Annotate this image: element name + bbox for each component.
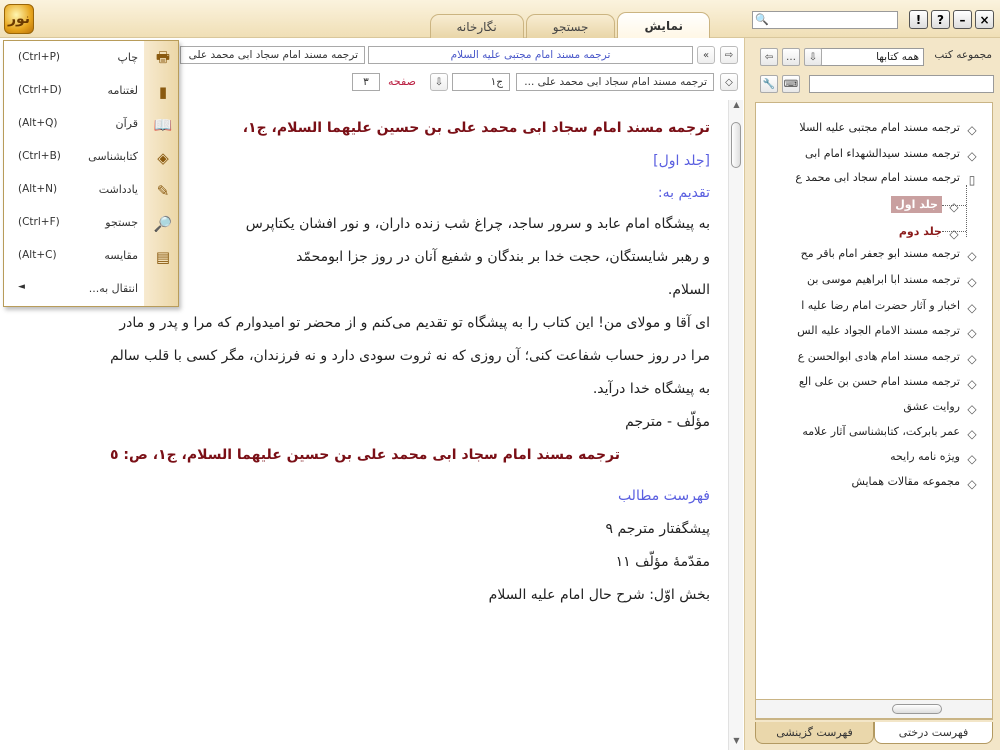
tree-item[interactable]: ◇مجموعه مقالات همایش [851,471,980,493]
book-icon: ◇ [967,352,977,366]
tab-display[interactable]: نمایش [617,12,710,38]
tree-view-tabs [755,722,993,746]
paragraph: به پیشگاه امام عابد و سرور ساجد، چراغ شب زنده داران، و نور افشان یکتاپرس [245,216,710,232]
scrollbar-thumb[interactable] [892,704,942,714]
app-logo[interactable]: نور [4,4,34,34]
title-bar [0,0,1000,38]
toc-item[interactable]: بخش اوّل: شرح حال امام علیه السلام [488,587,710,603]
arrow-left-icon: ◄ [18,282,25,292]
menu-item-print[interactable] [4,43,180,76]
scrollbar-thumb[interactable] [731,122,741,168]
tab-gallery[interactable]: نگارخانه [430,14,524,38]
menu-label: چاپ [117,51,138,64]
tree-item[interactable]: ▯ترجمه مسند امام سجاد ابی محمد ع [795,167,980,189]
page-down-button[interactable]: ⇩ [430,73,448,91]
menu-shortcut: (Alt+C) [18,249,57,261]
tree-item[interactable]: ◇ترجمه مسند ابا ابراهیم موسی بن [807,269,980,291]
tree-horizontal-scrollbar[interactable] [755,699,993,719]
menu-item-move-to[interactable] [4,274,180,307]
keyboard-icon[interactable]: ⌨ [782,75,800,93]
menu-item-note[interactable] [4,175,180,208]
help-button[interactable]: ? [931,10,950,29]
book-icon: ◇ [949,227,959,241]
menu-label: کتابشناسی [88,150,138,163]
bookmark-icon[interactable]: ◇ [720,73,738,91]
quran-icon: 📖 [153,116,173,134]
menu-label: جستجو [105,216,138,229]
volume-heading: [جلد اول] [653,153,710,169]
tree-item[interactable]: ◇ترجمه مسند سیدالشهداء امام ابی [805,143,980,165]
book-select[interactable]: ترجمه مسند امام سجاد ابی محمد علی ... [516,73,714,91]
printer-icon: 🖶 [155,47,171,66]
note-icon: ✎ [156,182,170,200]
menu-label: مقایسه [104,249,138,262]
book-icon: ◇ [949,200,959,214]
search-icon: 🔎 [153,215,173,233]
book-icon: ◇ [967,149,977,163]
book-icon: ◇ [967,427,977,441]
history-back-button[interactable]: « [697,46,715,64]
book-path-field[interactable]: ترجمه مسند امام سجاد ابی محمد علی [180,46,365,64]
tree-item[interactable]: ◇عمر بابرکت، کتابشناسی آثار علامه [802,421,980,443]
tab-tree-index[interactable]: فهرست درختی [874,722,993,744]
book-icon: ◇ [967,249,977,263]
paragraph: ای آقا و مولای من! این کتاب را به پیشگاه تو تقدیم می‌کنم و از محضر تو امیدوارم که مرا و پدر و مادر [119,315,710,331]
book-icon: ◇ [967,402,977,416]
tip-button[interactable]: ! [909,10,928,29]
menu-item-quran[interactable] [4,109,180,142]
menu-shortcut: (Ctrl+B) [18,150,61,162]
toc-heading: فهرست مطالب [617,488,710,504]
tree-subitem-selected[interactable]: ◇جلد اول [891,194,962,216]
more-options-button[interactable]: … [782,48,800,66]
open-book-icon: ▯ [968,173,976,187]
side-panel [749,38,1000,750]
menu-item-search[interactable] [4,208,180,241]
book-icon: ◇ [967,326,977,340]
tree-item[interactable]: ◇ترجمه مسند امام هادی ابوالحسن ع [798,346,980,368]
page-label: صفحه [388,75,416,88]
tree-item[interactable]: ◇روایت عشق [903,396,980,418]
collection-dropdown-button[interactable]: ⇩ [804,48,822,66]
book-icon: ◇ [967,477,977,491]
toc-item[interactable]: پیشگفتار مترجم ٩ [605,521,710,537]
scroll-down-icon[interactable]: ▼ [733,736,740,745]
menu-shortcut: (Ctrl+D) [18,84,62,96]
volume-select[interactable]: ج١ [452,73,510,91]
menu-label: قرآن [115,117,138,130]
tree-item[interactable]: ◇ترجمه مسند الامام الجواد علیه الس [797,320,980,342]
paragraph: مرا در روز حساب شفاعت کنی؛ آن روزی که نه ثروت سودی دارد و نه فرزندان، مگر کسی با قلب سالم [110,348,710,364]
window-controls [909,10,994,29]
tree-item[interactable]: ◇ترجمه مسند امام حسن بن علی الع [799,371,980,393]
menu-item-dictionary[interactable] [4,76,180,109]
menu-label: انتقال به... [88,282,138,295]
minimize-button[interactable]: – [953,10,972,29]
page-header: ترجمه مسند امام سجاد ابی محمد علی بن حسین علیهما السلام، ج١، [242,120,710,136]
tree-item[interactable]: ◇ترجمه مسند ابو جعفر امام باقر مح [801,243,980,265]
page-input[interactable]: ٣ [352,73,380,91]
tree-connector [966,185,967,237]
paragraph: به پیشگاه خدا درآید. [592,381,710,397]
back-arrow-icon[interactable]: ⇦ [760,48,778,66]
tab-selective-index[interactable]: فهرست گزینشی [755,722,874,744]
content-scrollbar[interactable] [728,100,743,750]
collection-select[interactable]: همه کتابها [818,48,924,66]
tools-icon[interactable]: 🔧 [760,75,778,93]
tree-search-input[interactable] [809,75,994,93]
book-icon: ◇ [967,452,977,466]
toc-item[interactable]: مقدّمهٔ مؤلّف ١١ [615,554,710,570]
main-tabs [420,14,710,38]
tree-item[interactable]: ◇اخبار و آثار حضرت امام رضا علیه ا [801,295,980,317]
scroll-up-icon[interactable]: ▲ [733,100,740,109]
tree-subitem[interactable]: ◇جلد دوم [899,221,962,243]
menu-item-compare[interactable] [4,241,180,274]
menu-shortcut: (Alt+N) [18,183,58,195]
book-icon: ◇ [967,377,977,391]
bibliography-icon: ◈ [157,149,169,167]
book-icon: ◇ [967,123,977,137]
tab-search[interactable]: جستجو [526,14,616,38]
dictionary-icon: ▮ [158,83,168,101]
menu-label: یادداشت [98,183,138,196]
close-button[interactable]: × [975,10,994,29]
menu-shortcut: (Alt+Q) [18,117,58,129]
tree-item[interactable]: ◇ترجمه مسند امام مجتبی علیه السلا [799,117,980,139]
book-icon: ◇ [967,275,977,289]
book-icon: ◇ [967,301,977,315]
author-line: مؤلّف - مترجم [625,414,710,430]
section-path-field[interactable]: ترجمه مسند امام مجتبی علیه السلام [368,46,693,64]
tree-item[interactable]: ◇ویژه نامه رایحه [890,446,980,468]
paragraph: و رهبر شایستگان، حجت خدا بر بندگان و شفیع آنان در روز جزا ابومحمّد [296,249,710,265]
search-icon: 🔍 [755,13,769,26]
dedication-heading: تقدیم به: [657,185,710,201]
menu-shortcut: (Ctrl+F) [18,216,60,228]
menu-shortcut: (Ctrl+P) [18,51,61,63]
collection-label: مجموعه کتب [934,49,992,61]
book-tree [755,102,993,720]
page-header: ترجمه مسند امام سجاد ابی محمد علی بن حسین علیهما السلام، ج١، ص: ٥ [109,447,620,463]
paragraph: السلام. [667,282,710,298]
menu-label: لغتنامه [107,84,138,97]
menu-item-bibliography[interactable] [4,142,180,175]
tools-menu [3,40,179,307]
forward-arrow-icon[interactable]: ⇨ [720,46,738,64]
global-search-input[interactable] [752,11,898,29]
compare-icon: ▤ [155,248,171,266]
